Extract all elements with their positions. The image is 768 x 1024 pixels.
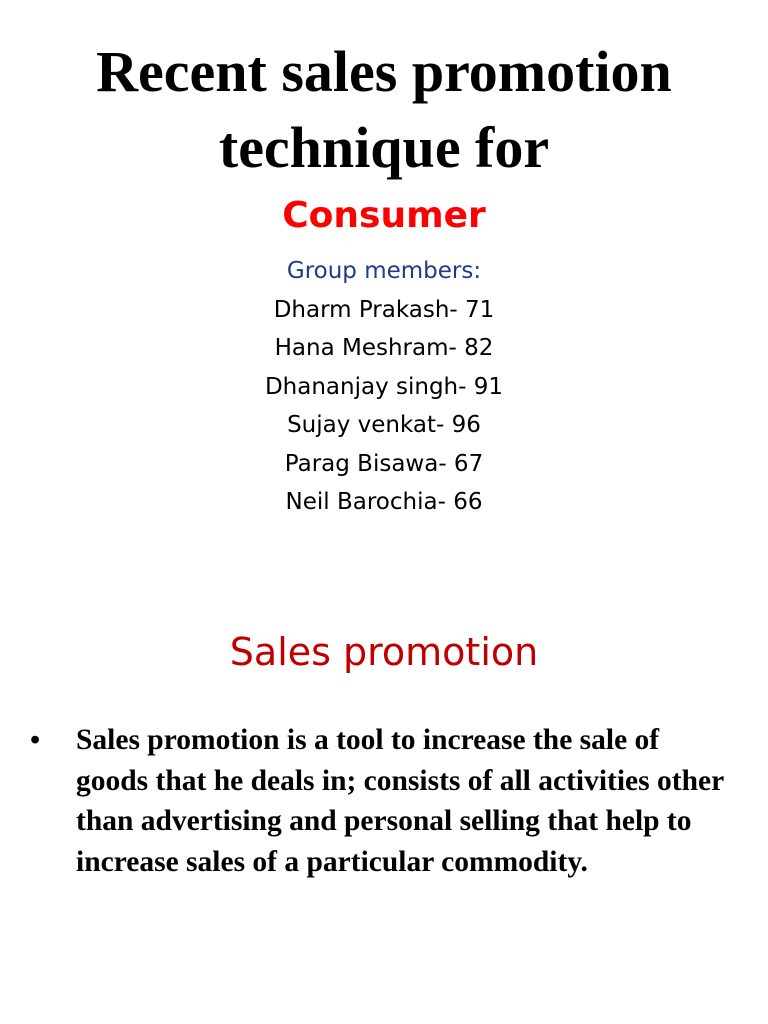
member-item: Neil Barochia- 66 [285,489,483,515]
bullet-item [0,720,768,882]
slide-title: Recent sales promotion technique for [96,39,672,180]
member-item: Sujay venkat- 96 [287,412,481,438]
group-members-label: Group members: [286,258,482,284]
sales-promotion-slide [0,560,768,1024]
bullet-icon: • [30,724,41,756]
member-item: Dharm Prakash- 71 [273,296,495,323]
slide-subtitle: Consumer [282,195,486,236]
member-item: Parag Bisawa- 67 [284,450,484,477]
bullet-list [0,720,768,882]
member-item: Dhananjay singh- 91 [264,373,504,400]
group-members-block [0,252,768,522]
bullet-text: Sales promotion is a tool to increase the sale of goods that he deals in; consists of all activities other than advertising and personal selling that help to increase sales of a particular commodity. [76,724,724,878]
member-item: Hana Meshram- 82 [274,335,494,361]
section-heading: Sales promotion [229,630,539,674]
